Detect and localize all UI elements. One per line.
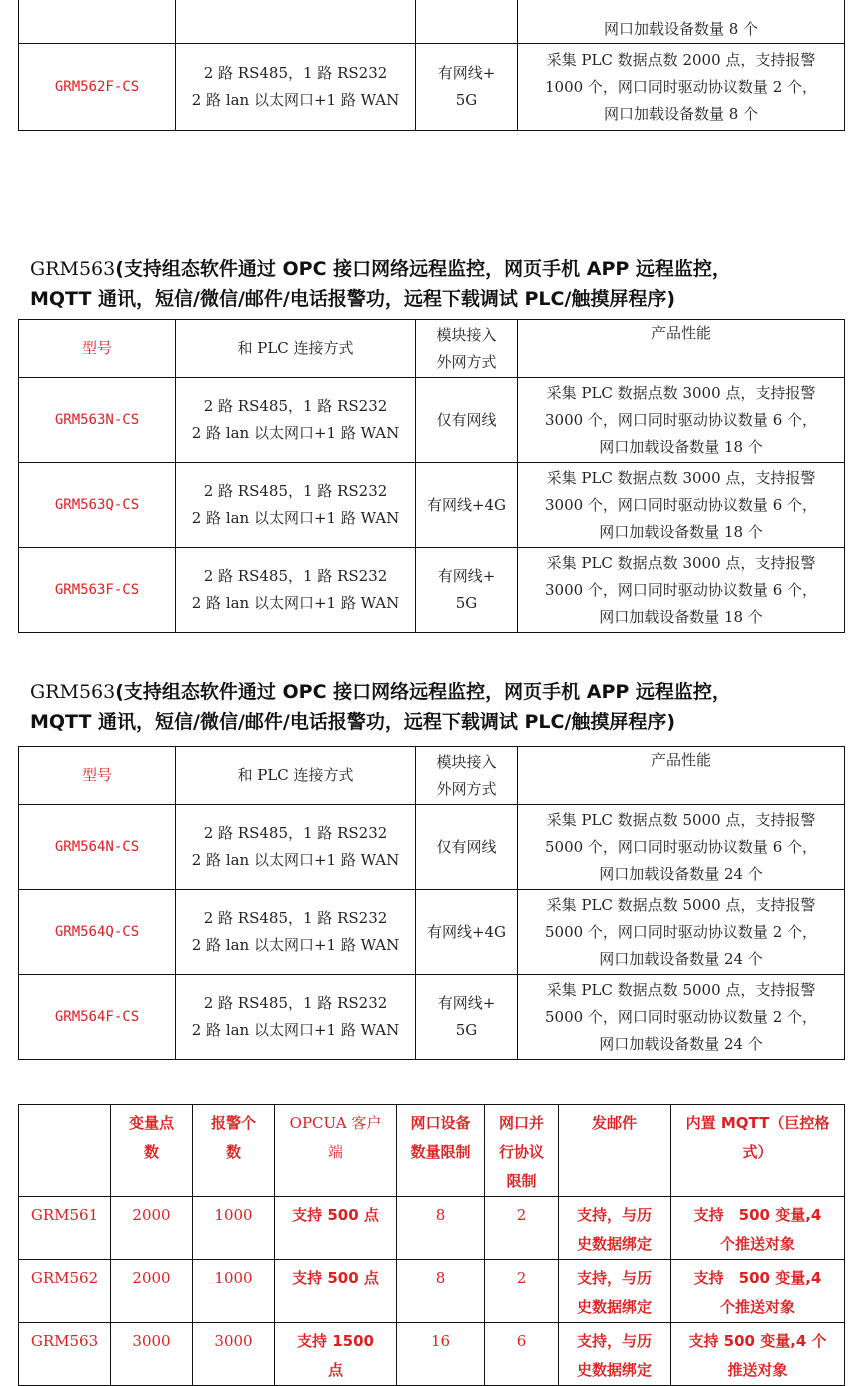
table-row: [19, 975, 845, 1060]
table-header-row: [19, 320, 845, 378]
header-cell: 网口设备 数量限制: [397, 1105, 485, 1197]
perf-cell: 采集 PLC 数据点数 5000 点，支持报警 5000 个，网口同时驱动协议数量 6 个， 网口加载设备数量 24 个: [518, 805, 845, 890]
header-cell: 变量点 数: [111, 1105, 193, 1197]
table-row: GRM561 2000 1000 支持 500 点 8 2 支持，与历 史数据绑定 支持 500 变量,4 个推送对象: [19, 1197, 845, 1260]
model-cell: GRM562: [19, 1260, 111, 1323]
product-table: [18, 319, 845, 633]
section-heading: GRM563(支持组态软件通过 OPC 接口网络远程监控，网页手机 APP 远程监控， MQTT 通讯，短信/微信/邮件/电话报警功，远程下载调试 PLC/触摸屏程序): [30, 258, 731, 310]
table-header-row: [19, 1105, 845, 1197]
table-row: [19, 378, 845, 463]
conn-cell: 2 路 RS485，1 路 RS232 2 路 lan 以太网口+1 路 WAN: [176, 805, 416, 890]
model-cell: GRM563Q-CS: [19, 463, 176, 548]
model-cell: GRM563N-CS: [19, 378, 176, 463]
perf-cell: 网口加载设备数量 8 个: [518, 0, 845, 44]
table-row: [19, 890, 845, 975]
comparison-table: [18, 1104, 845, 1386]
model-cell: GRM564Q-CS: [19, 890, 176, 975]
net-cell: 有网线+ 5G: [416, 44, 518, 131]
header-cell: 网口并 行协议 限制: [485, 1105, 559, 1197]
top-product-table: [18, 0, 845, 131]
header-conn: 和 PLC 连接方式: [176, 320, 416, 378]
header-perf: 产品性能: [518, 747, 845, 805]
table-row: [19, 805, 845, 890]
table-header-row: [19, 747, 845, 805]
net-cell: 仅有网线: [416, 378, 518, 463]
section-heading: GRM563(支持组态软件通过 OPC 接口网络远程监控，网页手机 APP 远程监控， MQTT 通讯，短信/微信/邮件/电话报警功，远程下载调试 PLC/触摸屏程序): [30, 681, 731, 733]
table-row: GRM562 2000 1000 支持 500 点 8 2 支持，与历 史数据绑定 支持 500 变量,4 个推送对象: [19, 1260, 845, 1323]
conn-cell: 2 路 RS485，1 路 RS232 2 路 lan 以太网口+1 路 WAN: [176, 463, 416, 548]
conn-cell: 2 路 RS485，1 路 RS232 2 路 lan 以太网口+1 路 WAN: [176, 975, 416, 1060]
net-cell: 有网线+ 5G: [416, 548, 518, 633]
header-cell: OPCUA 客户 端: [275, 1105, 397, 1197]
table-row: [19, 548, 845, 633]
perf-cell: 采集 PLC 数据点数 3000 点，支持报警 3000 个，网口同时驱动协议数量 6 个， 网口加载设备数量 18 个: [518, 378, 845, 463]
table-row: [19, 0, 845, 44]
header-cell: 发邮件: [559, 1105, 671, 1197]
header-model: 型号: [19, 320, 176, 378]
net-cell: 有网线+4G: [416, 463, 518, 548]
header-cell: [19, 1105, 111, 1197]
conn-cell: 2 路 RS485，1 路 RS232 2 路 lan 以太网口+1 路 WAN: [176, 378, 416, 463]
table-row: GRM563 3000 3000 支持 1500 点 16 6 支持，与历 史数据绑定 支持 500 变量,4 个 推送对象: [19, 1323, 845, 1386]
header-cell: 报警个 数: [193, 1105, 275, 1197]
model-cell: GRM561: [19, 1197, 111, 1260]
header-cell: 内置 MQTT（巨控格 式）: [671, 1105, 845, 1197]
net-cell: 有网线+ 5G: [416, 975, 518, 1060]
perf-cell: 采集 PLC 数据点数 3000 点，支持报警 3000 个，网口同时驱动协议数量 6 个， 网口加载设备数量 18 个: [518, 463, 845, 548]
model-cell: GRM562F-CS: [19, 44, 176, 131]
model-cell: GRM563F-CS: [19, 548, 176, 633]
model-cell: GRM563: [19, 1323, 111, 1386]
table-row: [19, 463, 845, 548]
header-model: 型号: [19, 747, 176, 805]
perf-cell: 采集 PLC 数据点数 2000 点，支持报警 1000 个，网口同时驱动协议数量 2 个， 网口加载设备数量 8 个: [518, 44, 845, 131]
model-cell: GRM564N-CS: [19, 805, 176, 890]
conn-cell: 2 路 RS485，1 路 RS232 2 路 lan 以太网口+1 路 WAN: [176, 44, 416, 131]
conn-cell: 2 路 RS485，1 路 RS232 2 路 lan 以太网口+1 路 WAN: [176, 548, 416, 633]
header-net: 模块接入 外网方式: [416, 320, 518, 378]
model-cell: GRM564F-CS: [19, 975, 176, 1060]
product-table: [18, 746, 845, 1060]
net-cell: 仅有网线: [416, 805, 518, 890]
header-net: 模块接入 外网方式: [416, 747, 518, 805]
net-cell: 有网线+4G: [416, 890, 518, 975]
perf-cell: 采集 PLC 数据点数 5000 点，支持报警 5000 个，网口同时驱动协议数量 2 个， 网口加载设备数量 24 个: [518, 890, 845, 975]
conn-cell: 2 路 RS485，1 路 RS232 2 路 lan 以太网口+1 路 WAN: [176, 890, 416, 975]
header-conn: 和 PLC 连接方式: [176, 747, 416, 805]
header-perf: 产品性能: [518, 320, 845, 378]
perf-cell: 采集 PLC 数据点数 5000 点，支持报警 5000 个，网口同时驱动协议数量 2 个， 网口加载设备数量 24 个: [518, 975, 845, 1060]
table-row: [19, 44, 845, 131]
perf-cell: 采集 PLC 数据点数 3000 点，支持报警 3000 个，网口同时驱动协议数量 6 个， 网口加载设备数量 18 个: [518, 548, 845, 633]
